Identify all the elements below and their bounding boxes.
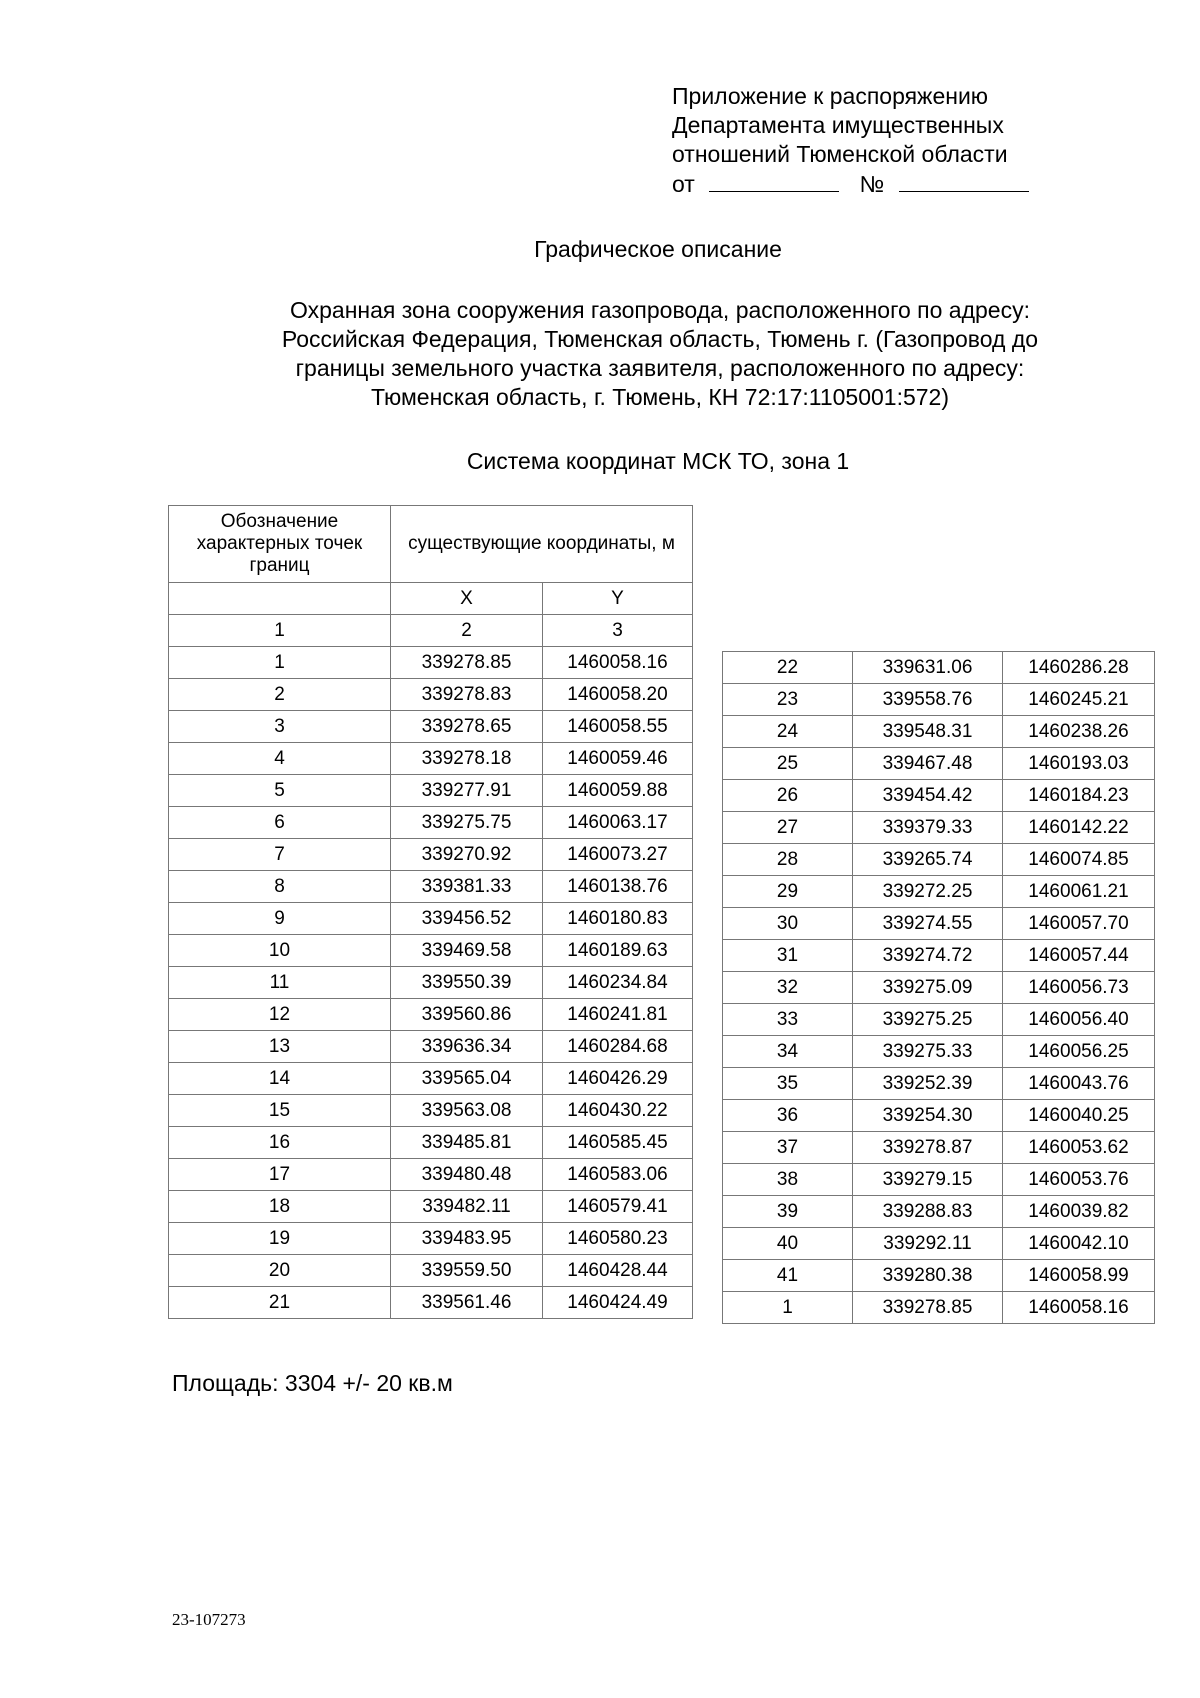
table-row	[169, 679, 693, 711]
table-row	[169, 711, 693, 743]
table-row	[169, 647, 693, 679]
area-value: Площадь: 3304 +/- 20 кв.м	[172, 1370, 453, 1396]
point-number-cell: 3	[169, 711, 391, 743]
number-label: №	[859, 171, 885, 197]
from-label: от	[672, 171, 695, 197]
point-number-cell: 9	[169, 903, 391, 935]
y-coordinate-cell: 1460245.21	[1003, 684, 1155, 716]
x-coordinate-cell: 339278.85	[391, 647, 543, 679]
table-row	[169, 1255, 693, 1287]
point-number-cell: 24	[723, 716, 853, 748]
x-coordinate-cell: 339548.31	[853, 716, 1003, 748]
x-coordinate-cell: 339550.39	[391, 967, 543, 999]
y-coordinate-cell: 1460241.81	[543, 999, 693, 1031]
x-coordinate-cell: 339558.76	[853, 684, 1003, 716]
x-coordinate-cell: 339381.33	[391, 871, 543, 903]
table-row	[169, 871, 693, 903]
y-coordinate-cell: 1460040.25	[1003, 1100, 1155, 1132]
point-number-cell: 39	[723, 1196, 853, 1228]
point-number-cell: 13	[169, 1031, 391, 1063]
y-coordinate-cell: 1460057.44	[1003, 940, 1155, 972]
point-number-cell: 6	[169, 807, 391, 839]
y-coordinate-cell: 1460234.84	[543, 967, 693, 999]
zone-description	[0, 296, 1200, 412]
table-row	[723, 844, 1155, 876]
y-coordinate-cell: 1460058.99	[1003, 1260, 1155, 1292]
table-row	[169, 1191, 693, 1223]
y-coordinate-cell: 1460428.44	[543, 1255, 693, 1287]
y-coordinate-cell: 1460058.16	[543, 647, 693, 679]
table-header-row	[169, 506, 693, 583]
y-coordinate-cell: 1460138.76	[543, 871, 693, 903]
coordinate-system: Система координат МСК ТО, зона 1	[466, 448, 850, 474]
x-coordinate-cell: 339278.18	[391, 743, 543, 775]
x-coordinate-cell: 339480.48	[391, 1159, 543, 1191]
table-row	[723, 812, 1155, 844]
table-row	[169, 967, 693, 999]
column-number: 2	[391, 615, 543, 647]
point-number-cell: 29	[723, 876, 853, 908]
x-coordinate-cell: 339274.72	[853, 940, 1003, 972]
y-coordinate-cell: 1460580.23	[543, 1223, 693, 1255]
appendix-date-number-line	[672, 169, 1029, 199]
point-number-cell: 26	[723, 780, 853, 812]
y-coordinate-cell: 1460583.06	[543, 1159, 693, 1191]
header-coordinates: существующие координаты, м	[391, 506, 693, 583]
table-row	[169, 1031, 693, 1063]
table-row	[169, 743, 693, 775]
point-number-cell: 35	[723, 1068, 853, 1100]
point-number-cell: 17	[169, 1159, 391, 1191]
point-number-cell: 4	[169, 743, 391, 775]
description-line: Тюменская область, г. Тюмень, КН 72:17:1105001:572)	[370, 384, 950, 410]
x-coordinate-cell: 339469.58	[391, 935, 543, 967]
x-coordinate-cell: 339483.95	[391, 1223, 543, 1255]
x-coordinate-cell: 339275.75	[391, 807, 543, 839]
header-point-designation: Обозначение характерных точек границ	[169, 506, 391, 583]
point-number-cell: 22	[723, 652, 853, 684]
table-row	[723, 1292, 1155, 1324]
x-coordinate-cell: 339254.30	[853, 1100, 1003, 1132]
header-x: X	[391, 583, 543, 615]
x-coordinate-cell: 339279.15	[853, 1164, 1003, 1196]
column-number-row	[169, 615, 693, 647]
x-coordinate-cell: 339274.55	[853, 908, 1003, 940]
table-row	[723, 652, 1155, 684]
y-coordinate-cell: 1460184.23	[1003, 780, 1155, 812]
x-coordinate-cell: 339275.25	[853, 1004, 1003, 1036]
table-row	[169, 1095, 693, 1127]
page-title: Графическое описание	[534, 236, 782, 262]
y-coordinate-cell: 1460074.85	[1003, 844, 1155, 876]
y-coordinate-cell: 1460284.68	[543, 1031, 693, 1063]
y-coordinate-cell: 1460058.20	[543, 679, 693, 711]
point-number-cell: 1	[169, 647, 391, 679]
y-coordinate-cell: 1460426.29	[543, 1063, 693, 1095]
y-coordinate-cell: 1460073.27	[543, 839, 693, 871]
header-y: Y	[543, 583, 693, 615]
y-coordinate-cell: 1460430.22	[543, 1095, 693, 1127]
y-coordinate-cell: 1460286.28	[1003, 652, 1155, 684]
column-number: 3	[543, 615, 693, 647]
document-number: 23-107273	[172, 1610, 246, 1629]
point-number-cell: 28	[723, 844, 853, 876]
point-number-cell: 21	[169, 1287, 391, 1319]
x-coordinate-cell: 339278.87	[853, 1132, 1003, 1164]
x-coordinate-cell: 339563.08	[391, 1095, 543, 1127]
table-row	[723, 1196, 1155, 1228]
table-row	[723, 908, 1155, 940]
y-coordinate-cell: 1460189.63	[543, 935, 693, 967]
x-coordinate-cell: 339278.65	[391, 711, 543, 743]
x-coordinate-cell: 339278.83	[391, 679, 543, 711]
y-coordinate-cell: 1460061.21	[1003, 876, 1155, 908]
x-coordinate-cell: 339272.25	[853, 876, 1003, 908]
point-number-cell: 36	[723, 1100, 853, 1132]
coordinates-table-right	[722, 651, 1155, 1324]
y-coordinate-cell: 1460057.70	[1003, 908, 1155, 940]
table-row	[723, 1100, 1155, 1132]
point-number-cell: 19	[169, 1223, 391, 1255]
x-coordinate-cell: 339636.34	[391, 1031, 543, 1063]
column-number: 1	[169, 615, 391, 647]
table-row	[169, 1159, 693, 1191]
point-number-cell: 34	[723, 1036, 853, 1068]
y-coordinate-cell: 1460059.46	[543, 743, 693, 775]
appendix-header	[672, 82, 1029, 199]
y-coordinate-cell: 1460042.10	[1003, 1228, 1155, 1260]
y-coordinate-cell: 1460039.82	[1003, 1196, 1155, 1228]
table-row	[723, 716, 1155, 748]
y-coordinate-cell: 1460053.62	[1003, 1132, 1155, 1164]
table-row	[169, 839, 693, 871]
point-number-cell: 16	[169, 1127, 391, 1159]
x-coordinate-cell: 339485.81	[391, 1127, 543, 1159]
appendix-line: Департамента имущественных	[672, 112, 1004, 138]
table-row	[723, 972, 1155, 1004]
point-number-cell: 15	[169, 1095, 391, 1127]
point-number-cell: 40	[723, 1228, 853, 1260]
x-coordinate-cell: 339565.04	[391, 1063, 543, 1095]
y-coordinate-cell: 1460142.22	[1003, 812, 1155, 844]
y-coordinate-cell: 1460238.26	[1003, 716, 1155, 748]
appendix-line: Приложение к распоряжению	[672, 83, 989, 109]
y-coordinate-cell: 1460056.73	[1003, 972, 1155, 1004]
date-blank	[709, 169, 839, 192]
header-empty-cell	[169, 583, 391, 615]
point-number-cell: 38	[723, 1164, 853, 1196]
table-row	[169, 1127, 693, 1159]
point-number-cell: 30	[723, 908, 853, 940]
x-coordinate-cell: 339559.50	[391, 1255, 543, 1287]
table-row	[723, 1260, 1155, 1292]
point-number-cell: 10	[169, 935, 391, 967]
x-coordinate-cell: 339561.46	[391, 1287, 543, 1319]
point-number-cell: 25	[723, 748, 853, 780]
x-coordinate-cell: 339270.92	[391, 839, 543, 871]
x-coordinate-cell: 339631.06	[853, 652, 1003, 684]
table-row	[169, 807, 693, 839]
point-number-cell: 14	[169, 1063, 391, 1095]
y-coordinate-cell: 1460056.25	[1003, 1036, 1155, 1068]
y-coordinate-cell: 1460193.03	[1003, 748, 1155, 780]
point-number-cell: 27	[723, 812, 853, 844]
description-line: Охранная зона сооружения газопровода, расположенного по адресу:	[290, 297, 1030, 323]
point-number-cell: 41	[723, 1260, 853, 1292]
y-coordinate-cell: 1460579.41	[543, 1191, 693, 1223]
table-row	[169, 775, 693, 807]
point-number-cell: 12	[169, 999, 391, 1031]
x-coordinate-cell: 339277.91	[391, 775, 543, 807]
y-coordinate-cell: 1460058.55	[543, 711, 693, 743]
table-row	[723, 940, 1155, 972]
y-coordinate-cell: 1460059.88	[543, 775, 693, 807]
y-coordinate-cell: 1460058.16	[1003, 1292, 1155, 1324]
y-coordinate-cell: 1460056.40	[1003, 1004, 1155, 1036]
table-row	[169, 1287, 693, 1319]
point-number-cell: 5	[169, 775, 391, 807]
table-row	[723, 1036, 1155, 1068]
table-row	[169, 1223, 693, 1255]
x-coordinate-cell: 339275.33	[853, 1036, 1003, 1068]
x-coordinate-cell: 339467.48	[853, 748, 1003, 780]
x-coordinate-cell: 339560.86	[391, 999, 543, 1031]
point-number-cell: 7	[169, 839, 391, 871]
table-row	[723, 1132, 1155, 1164]
point-number-cell: 32	[723, 972, 853, 1004]
table-row	[723, 1004, 1155, 1036]
point-number-cell: 8	[169, 871, 391, 903]
table-row	[723, 684, 1155, 716]
point-number-cell: 23	[723, 684, 853, 716]
y-coordinate-cell: 1460063.17	[543, 807, 693, 839]
point-number-cell: 1	[723, 1292, 853, 1324]
table-row	[723, 780, 1155, 812]
table-row	[723, 1164, 1155, 1196]
point-number-cell: 31	[723, 940, 853, 972]
x-coordinate-cell: 339456.52	[391, 903, 543, 935]
y-coordinate-cell: 1460043.76	[1003, 1068, 1155, 1100]
table-row	[169, 935, 693, 967]
table-row	[723, 876, 1155, 908]
x-coordinate-cell: 339454.42	[853, 780, 1003, 812]
x-coordinate-cell: 339482.11	[391, 1191, 543, 1223]
x-coordinate-cell: 339275.09	[853, 972, 1003, 1004]
x-coordinate-cell: 339278.85	[853, 1292, 1003, 1324]
y-coordinate-cell: 1460424.49	[543, 1287, 693, 1319]
table-row	[169, 999, 693, 1031]
appendix-line: отношений Тюменской области	[672, 141, 1008, 167]
description-line: Российская Федерация, Тюменская область, Тюмень г. (Газопровод до	[281, 326, 1039, 352]
table-row	[169, 1063, 693, 1095]
table-subheader-row	[169, 583, 693, 615]
point-number-cell: 2	[169, 679, 391, 711]
y-coordinate-cell: 1460180.83	[543, 903, 693, 935]
number-blank	[899, 169, 1029, 192]
x-coordinate-cell: 339288.83	[853, 1196, 1003, 1228]
point-number-cell: 11	[169, 967, 391, 999]
point-number-cell: 18	[169, 1191, 391, 1223]
x-coordinate-cell: 339292.11	[853, 1228, 1003, 1260]
point-number-cell: 37	[723, 1132, 853, 1164]
point-number-cell: 33	[723, 1004, 853, 1036]
y-coordinate-cell: 1460053.76	[1003, 1164, 1155, 1196]
table-row	[723, 1068, 1155, 1100]
point-number-cell: 20	[169, 1255, 391, 1287]
coordinates-table-left	[168, 505, 693, 1319]
description-line: границы земельного участка заявителя, расположенного по адресу:	[295, 355, 1025, 381]
x-coordinate-cell: 339379.33	[853, 812, 1003, 844]
x-coordinate-cell: 339252.39	[853, 1068, 1003, 1100]
y-coordinate-cell: 1460585.45	[543, 1127, 693, 1159]
table-row	[723, 748, 1155, 780]
table-row	[169, 903, 693, 935]
x-coordinate-cell: 339265.74	[853, 844, 1003, 876]
table-row	[723, 1228, 1155, 1260]
x-coordinate-cell: 339280.38	[853, 1260, 1003, 1292]
